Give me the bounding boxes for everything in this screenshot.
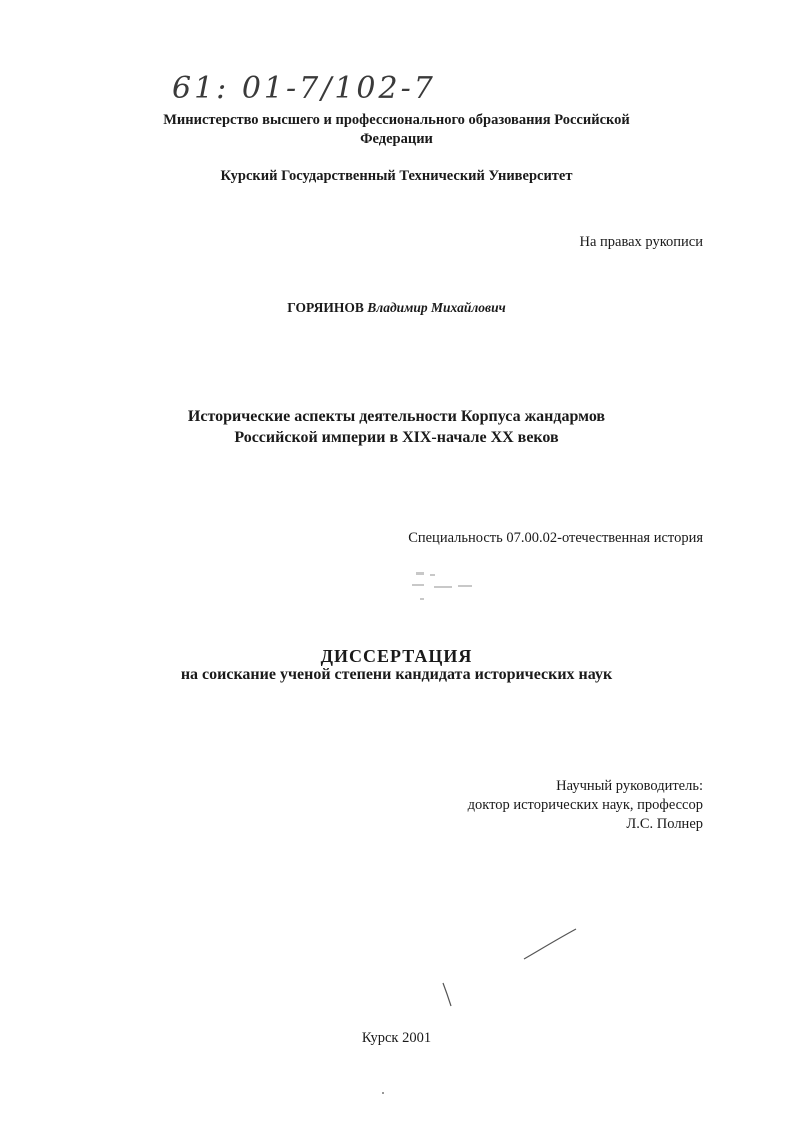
supervisor-name: Л.С. Полнер bbox=[626, 816, 703, 832]
author-surname: ГОРЯИНОВ bbox=[287, 300, 364, 315]
ministry-line-1: Министерство высшего и профессионального образования Российской bbox=[163, 112, 630, 128]
university-name: Курский Государственный Технический Университет bbox=[220, 168, 573, 184]
title-line-2: Российской империи в XIX-начале XX веков bbox=[234, 429, 559, 446]
dissertation-subheading: на соискание ученой степени кандидата исторических наук bbox=[180, 666, 613, 683]
pen-tick-mark bbox=[438, 980, 458, 1010]
ministry-line-2: Федерации bbox=[360, 131, 433, 147]
title-line-1: Исторические аспекты деятельности Корпуса жандармов bbox=[187, 408, 606, 425]
supervisor-label: Научный руководитель: bbox=[556, 778, 703, 794]
dissertation-heading: ДИССЕРТАЦИЯ bbox=[320, 646, 473, 666]
author-given-names: Владимир Михайлович bbox=[367, 300, 506, 315]
faint-stamp-mark bbox=[410, 568, 480, 608]
handwritten-archive-number bbox=[170, 62, 500, 110]
supervisor-degree: доктор исторических наук, профессор bbox=[467, 797, 703, 813]
rights-notice: На правах рукописи bbox=[579, 234, 703, 250]
specialty: Специальность 07.00.02-отечественная история bbox=[408, 530, 703, 546]
signature-stroke bbox=[520, 925, 580, 965]
city-and-year: Курск 2001 bbox=[361, 1030, 432, 1046]
author-name bbox=[0, 300, 793, 316]
scan-speck bbox=[380, 1090, 386, 1096]
svg-text:61: 01-7/102-7: 61: 01-7/102-7 bbox=[172, 71, 436, 106]
